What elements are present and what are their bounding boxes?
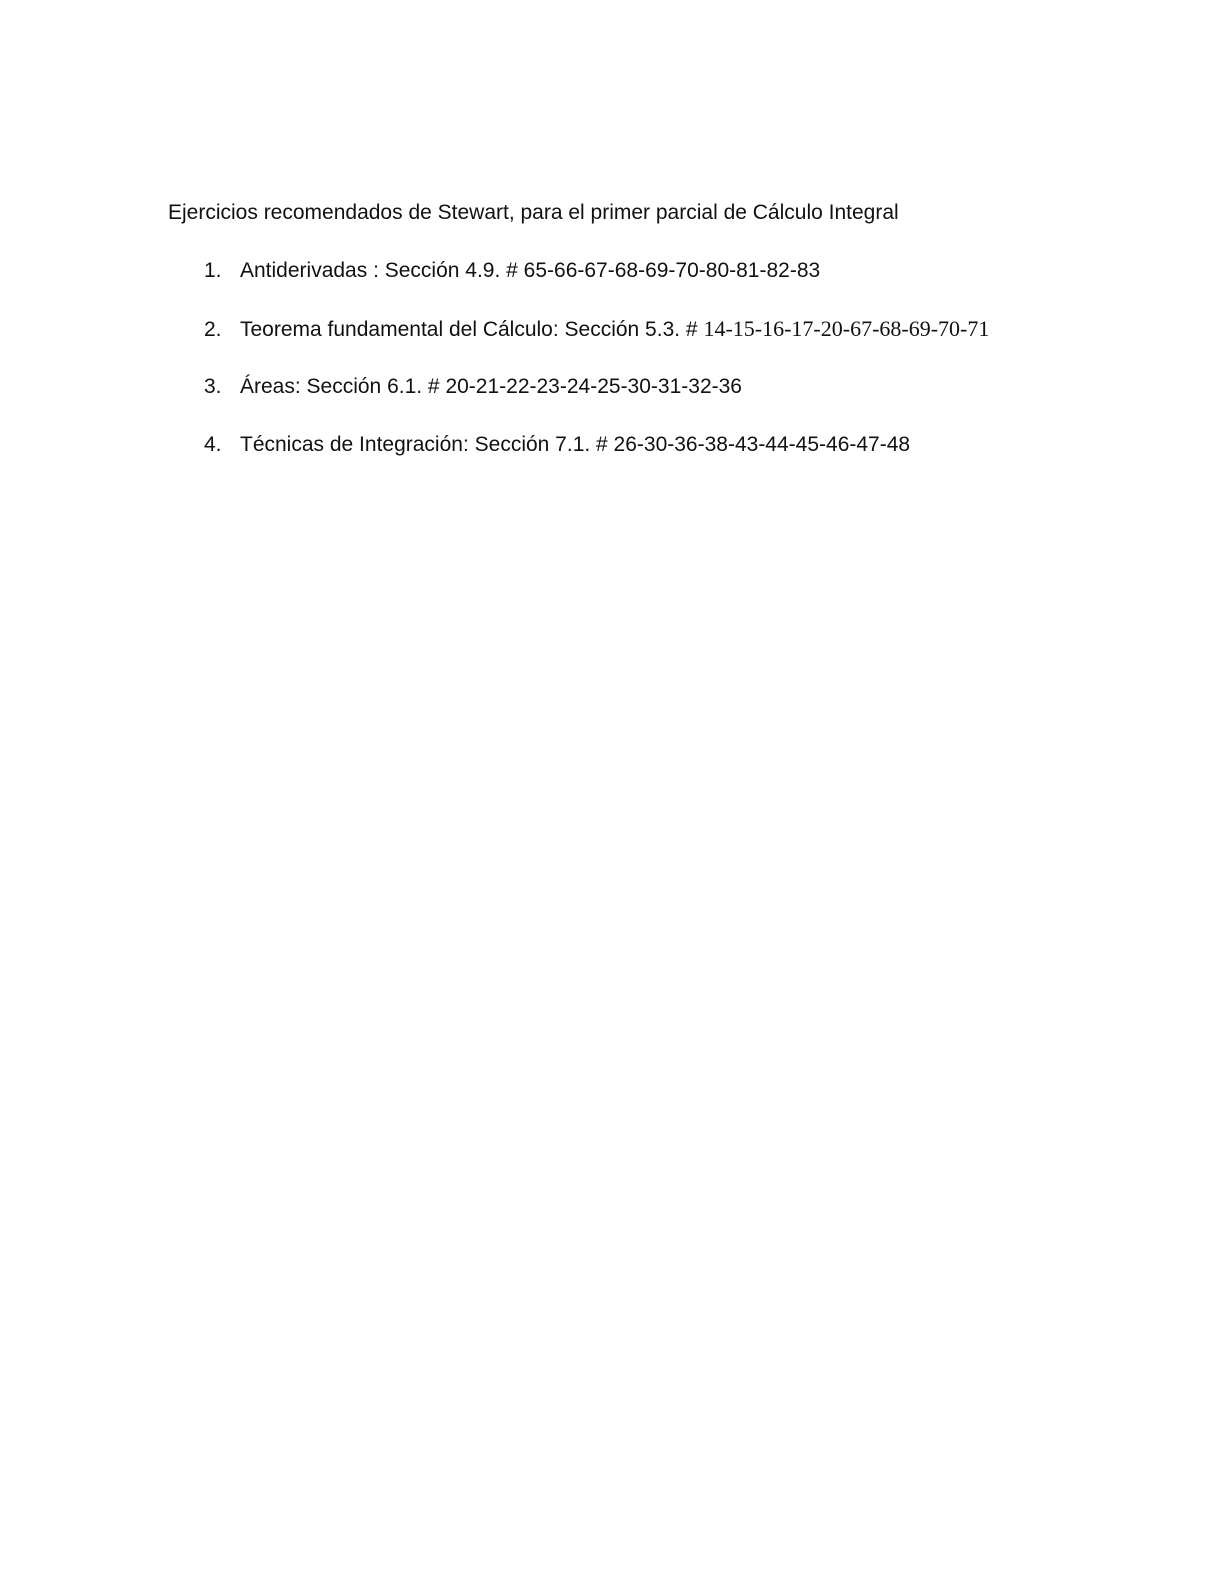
list-item — [204, 257, 989, 315]
list-item-number: 2. — [204, 318, 222, 341]
document-heading: Ejercicios recomendados de Stewart, para el primer parcial de Cálculo Integral — [168, 201, 899, 224]
list-item-text — [240, 315, 989, 344]
list-item — [204, 431, 989, 489]
list-item-number: 4. — [204, 433, 222, 456]
list-item-text: Técnicas de Integración: Sección 7.1. # 26-30-36-38-43-44-45-46-47-48 — [240, 433, 911, 456]
list-item-number: 3. — [204, 375, 222, 398]
list-item — [204, 373, 989, 431]
list-item-text: Antiderivadas : Sección 4.9. # 65-66-67-68-69-70-80-81-82-83 — [240, 259, 821, 282]
list-item-number: 1. — [204, 259, 222, 282]
list-item-text-main: Teorema fundamental del Cálculo: Sección 5.3. # — [240, 318, 704, 341]
exercise-list — [204, 257, 989, 489]
list-item-exercise-numbers: 14-15-16-17-20-67-68-69-70-71 — [703, 316, 990, 341]
list-item — [204, 315, 989, 373]
list-item-text: Áreas: Sección 6.1. # 20-21-22-23-24-25-30-31-32-36 — [240, 375, 742, 398]
